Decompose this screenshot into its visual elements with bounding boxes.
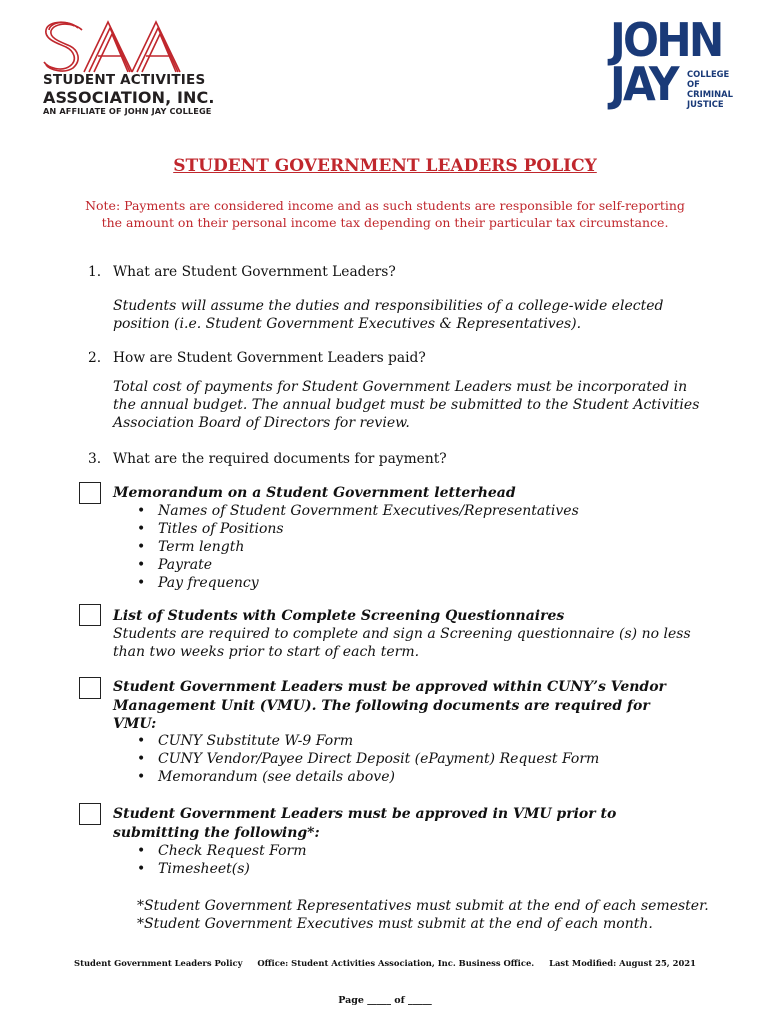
submission-footnotes: *Student Government Representatives must submit at the end of each semester. *Student Government Executives must submit at the end of each month.: [137, 898, 709, 932]
footer-last-modified: Last Modified: August 25, 2021: [549, 958, 696, 968]
saa-logo: [40, 16, 215, 116]
footer-office: Office: Student Activities Association, Inc. Business Office.: [257, 958, 535, 968]
list-item: • CUNY Substitute W-9 Form: [137, 732, 599, 750]
list-item: • Term length: [137, 538, 579, 556]
memorandum-bullet-list: [137, 502, 579, 592]
tax-note-line2: the amount on their personal income tax depending on their particular tax circumstance.: [101, 215, 669, 230]
checkbox-vmu-prior-approval[interactable]: [79, 803, 101, 825]
checkbox-screening-questionnaires[interactable]: [79, 604, 101, 626]
john-jay-logo-jay: JAY: [610, 57, 677, 111]
list-item: • Payrate: [137, 556, 579, 574]
vmu-bullet-list: [137, 732, 599, 786]
list-item: • Timesheet(s): [137, 860, 306, 878]
list-item: • Check Request Form: [137, 842, 306, 860]
list-item: • Pay frequency: [137, 574, 579, 592]
tax-note: [80, 197, 690, 231]
checklist-title-vmu-prior: Student Government Leaders must be approved in VMU prior to submitting the following*:: [113, 806, 617, 841]
question-1: What are Student Government Leaders?: [113, 264, 396, 280]
answer-1: Students will assume the duties and responsibilities of a college-wide elected position (i.e. Student Government Executives & Representatives).: [113, 298, 664, 332]
page-number: Page _____ of _____: [338, 995, 432, 1006]
footer-policy-name: Student Government Leaders Policy: [74, 958, 243, 968]
saa-logo-line2: ASSOCIATION, INC.: [43, 88, 215, 107]
checklist-title-vmu: Student Government Leaders must be approved within CUNY’s Vendor Management Unit (VMU). The following documents are required for VMU:: [113, 679, 666, 732]
saa-logo-line1: STUDENT ACTIVITIES: [43, 72, 206, 88]
saa-logo-tagline: AN AFFILIATE OF JOHN JAY COLLEGE: [43, 106, 212, 116]
document-title: STUDENT GOVERNMENT LEADERS POLICY: [173, 156, 597, 176]
john-jay-logo-john: JOHN: [610, 13, 722, 67]
checklist-title-memorandum: Memorandum on a Student Government letterhead: [113, 485, 516, 501]
checkbox-memorandum[interactable]: [79, 482, 101, 504]
john-jay-logo-side-text: COLLEGE OF CRIMINAL JUSTICE: [687, 69, 733, 109]
list-item: • Titles of Positions: [137, 520, 579, 538]
john-jay-logo: [610, 13, 740, 112]
question-number: 3.: [88, 451, 102, 467]
checklist-title-screening: List of Students with Complete Screening Questionnaires: [113, 608, 565, 624]
checklist-text-screening: Students are required to complete and sign a Screening questionnaire (s) no less than two weeks prior to start of each term.: [113, 626, 691, 660]
list-item: • Names of Student Government Executives/Representatives: [137, 502, 579, 520]
list-item: • CUNY Vendor/Payee Direct Deposit (ePayment) Request Form: [137, 750, 599, 768]
question-3: What are the required documents for payment?: [113, 451, 447, 467]
vmu-prior-bullet-list: [137, 842, 306, 878]
checkbox-vmu-approval[interactable]: [79, 677, 101, 699]
question-number: 1.: [88, 264, 102, 280]
page-footer: [0, 958, 770, 968]
saa-logo-mark: [40, 16, 200, 78]
list-item: • Memorandum (see details above): [137, 768, 599, 786]
question-2: How are Student Government Leaders paid?: [113, 350, 426, 366]
question-number: 2.: [88, 350, 102, 366]
answer-2: Total cost of payments for Student Government Leaders must be incorporated in the annual budget. The annual budget must be submitted to the Student Activities Association Board of Directors for review.: [113, 379, 700, 431]
tax-note-line1: Note: Payments are considered income and as such students are responsible for self-reporting: [85, 198, 685, 213]
